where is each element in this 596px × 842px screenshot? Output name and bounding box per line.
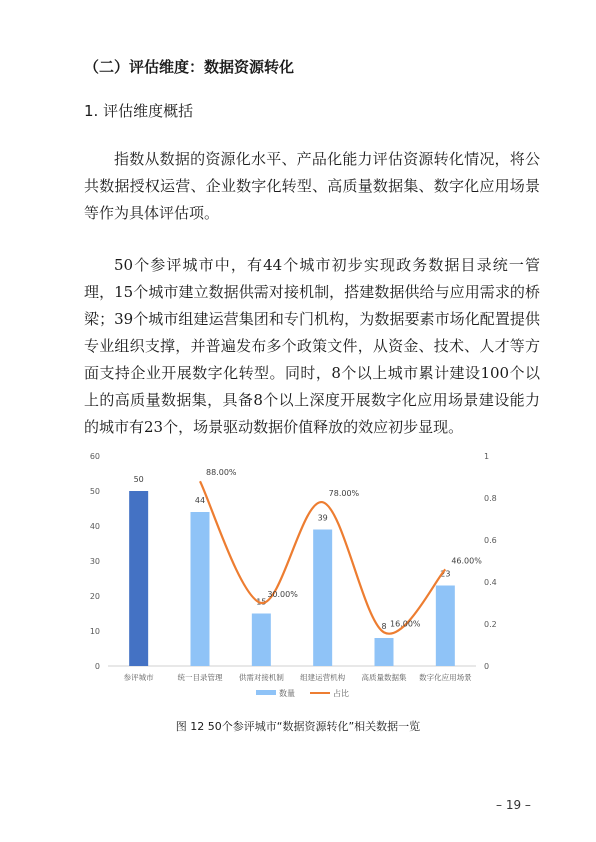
y-tick-label-right: 0.6 <box>484 536 497 545</box>
bar <box>129 491 148 666</box>
x-tick-label: 数字化应用场景 <box>419 673 472 682</box>
figure-caption: 图 12 50个参评城市“数据资源转化”相关数据一览 <box>175 720 421 733</box>
line-value-label: 16.00% <box>390 619 421 629</box>
bar <box>313 530 332 667</box>
bar <box>436 586 455 667</box>
subsection-heading: 1. 评估维度概括 <box>84 102 194 120</box>
x-tick-label: 组建运营机构 <box>300 673 346 682</box>
y-tick-label-left: 0 <box>94 662 100 671</box>
bar <box>252 614 271 667</box>
y-tick-label-right: 1 <box>484 452 490 461</box>
legend-label-bar: 数量 <box>279 689 295 698</box>
y-tick-label-left: 60 <box>89 452 100 461</box>
page-number: – 19 – <box>496 798 531 812</box>
legend-label-line: 占比 <box>333 689 349 698</box>
paragraph: 指数从数据的资源化水平、产品化能力评估资源转化情况，将公共数据授权运营、企业数字化转型、高质量数据集、数字化应用场景等作为具体评估项。 <box>84 150 540 222</box>
x-tick-label: 参评城市 <box>123 673 154 682</box>
line-value-label: 46.00% <box>451 556 482 566</box>
bar-value-label: 15 <box>256 597 267 607</box>
bar-value-label: 39 <box>317 513 328 523</box>
y-tick-label-left: 50 <box>89 487 100 496</box>
bar-value-label: 23 <box>440 569 451 579</box>
line-value-label: 30.00% <box>267 590 298 599</box>
bar-value-label: 8 <box>381 622 387 631</box>
paragraph: 50个参评城市中，有44个城市初步实现政务数据目录统一管理，15个城市建立数据供需对接机制，搭建数据供给与应用需求的桥梁；39个城市组建运营集团和专门机构，为数据要素市场化配置提供专业组织支撑，并普遍发布多个政策文件，从资金、技术、人才等方面支持企业开展数字化转型。同时，8个以上城市累计建设100个以上的高质量数据集，具备8个以上深度开展数字化应用场景建设能力的城市有23个，场景驱动数据价值释放的效应初步显现。 <box>84 256 540 436</box>
x-tick-label: 高质量数据集 <box>361 673 407 682</box>
y-tick-label-left: 30 <box>89 557 100 566</box>
y-tick-label-left: 10 <box>89 627 100 636</box>
bar <box>191 512 210 666</box>
combo-chart <box>78 448 518 710</box>
y-tick-label-left: 40 <box>89 522 100 531</box>
legend-swatch-bar <box>256 690 276 695</box>
y-tick-label-right: 0.8 <box>484 494 497 503</box>
bar-value-label: 44 <box>194 496 206 505</box>
y-tick-label-right: 0.4 <box>484 578 497 587</box>
x-tick-label: 供需对接机制 <box>238 673 284 682</box>
y-tick-label-right: 0 <box>484 662 490 671</box>
y-tick-label-right: 0.2 <box>484 620 497 629</box>
bar-value-label: 50 <box>133 475 144 484</box>
y-tick-label-left: 20 <box>89 592 100 601</box>
x-tick-label: 统一目录管理 <box>177 673 223 682</box>
line-value-label: 78.00% <box>328 489 360 499</box>
section-heading: （二）评估维度：数据资源转化 <box>84 58 295 76</box>
bar <box>375 638 394 666</box>
line-value-label: 88.00% <box>206 468 237 478</box>
